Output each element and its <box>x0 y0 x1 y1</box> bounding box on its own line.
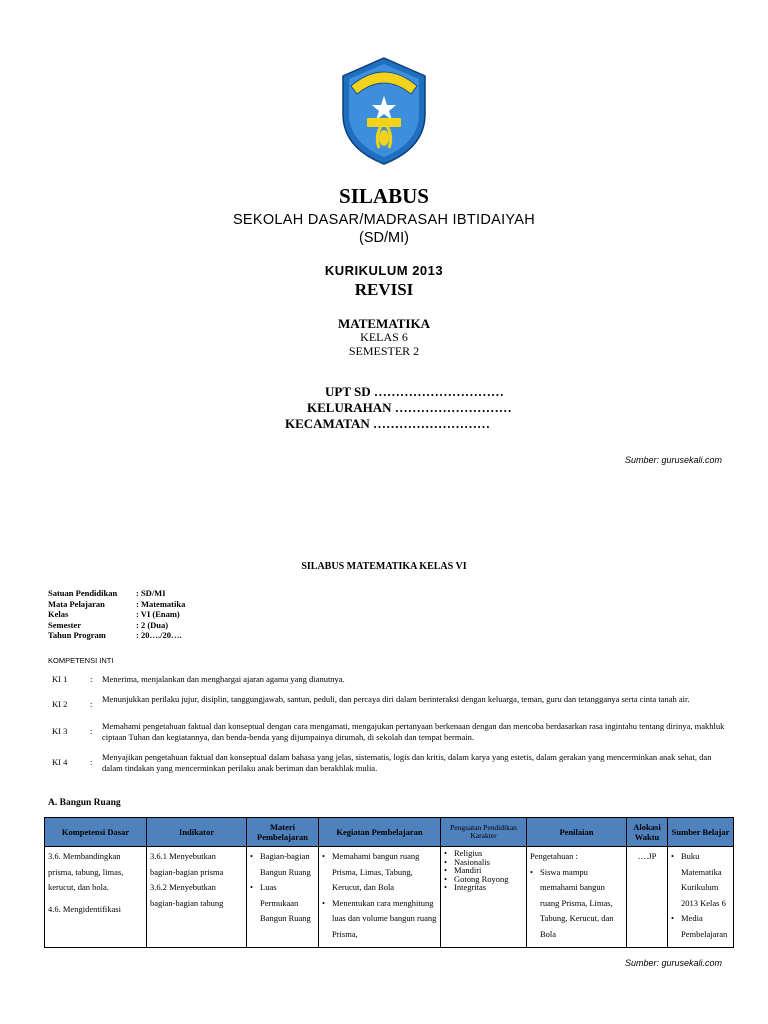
kelurahan-line: KELURAHAN ……………………… <box>307 400 512 415</box>
ki-row-1: KI 1 : Menerima, menjalankan dan menghargai ajaran agama yang dianutnya. <box>52 674 345 684</box>
info-row: Kelas : VI (Enam) <box>48 609 180 619</box>
semester-label: SEMESTER 2 <box>348 344 420 358</box>
column-header: Penilaian <box>527 818 627 847</box>
list-item: • Buku Matematika Kurikulum 2013 Kelas 6 <box>671 851 726 908</box>
indicator-cell <box>147 847 247 948</box>
revision-label: REVISI <box>354 280 414 299</box>
column-header: Kompetensi Dasar <box>45 818 147 847</box>
indicator-item: 3.6.1 Menyebutkan bagian-bagian prisma <box>150 851 224 877</box>
column-header: Sumber Belajar <box>668 818 734 847</box>
kd-cell <box>45 847 147 948</box>
penilaian-label: Pengetahuan : <box>530 851 578 861</box>
indicator-item: 3.6.2 Menyebutkan bagian-bagian tabung <box>150 882 224 908</box>
tut-wuri-handayani-logo <box>339 56 429 166</box>
list-item: • Bagian-bagian Bangun Ruang <box>250 851 311 877</box>
karakter-cell <box>441 847 527 948</box>
sumber-cell <box>668 847 734 948</box>
column-header: Kegiatan Pembelajaran <box>319 818 441 847</box>
list-item: • Integritas <box>444 882 487 892</box>
syllabus-title: SILABUS MATEMATIKA KELAS VI <box>301 561 467 572</box>
section-heading: A. Bangun Ruang <box>48 798 121 808</box>
info-row: Satuan Pendidikan : SD/MI <box>48 588 166 598</box>
table-row <box>45 847 734 948</box>
list-item: • Religius <box>444 848 483 858</box>
materi-cell <box>247 847 319 948</box>
ki-row-2: KI 2 : Menunjukkan perilaku jujur, disiplin, tanggungjawab, santun, peduli, dan percaya diri dalam berinteraksi dengan keluarga, teman, guru dan tetangganya serta cinta tanah air. <box>52 694 690 709</box>
school-abbreviation: (SD/MI) <box>359 230 409 246</box>
info-row: Mata Pelajaran : Matematika <box>48 598 186 609</box>
document-title: SILABUS <box>339 184 429 208</box>
kd-item: 3.6. Membandingkan prisma, tabung, limas, kerucut, dan bola. <box>48 851 124 892</box>
kegiatan-cell <box>319 847 441 948</box>
syllabus-table <box>44 817 734 948</box>
list-item: • Gotong Royong <box>444 873 509 884</box>
info-row: Tahun Program : 20…./20…. <box>48 630 182 640</box>
column-header: Materi Pembelajaran <box>247 818 319 847</box>
grade-label: KELAS 6 <box>360 330 408 344</box>
list-item: • Menentukan cara menghitung luas dan volume bangun ruang Prisma, <box>322 897 437 939</box>
kecamatan-line: KECAMATAN ……………………… <box>285 416 490 431</box>
ki-row-3: KI 3 : Memahami pengetahuan faktual dan konseptual dengan cara mengamati, mengajukan pertanyaan berkenaan dengan dan mencoba berdasarkan rasa ingintahu tentang dirinya, makhluk ciptaan Tuhan dan kegiatannya, dan benda-benda yang dijumpainya dirumah, di sekolah dan tempat bermain. <box>52 721 725 742</box>
subject-label: MATEMATIKA <box>338 316 430 331</box>
info-row: Semester : 2 (Dua) <box>48 619 169 630</box>
source-note-bottom: Sumber: gurusekali.com <box>624 958 722 968</box>
list-item: • Siswa mampu memahami bangun ruang Prisma, Limas, Tabung, Kerucut, dan Bola <box>530 866 614 939</box>
column-header: Alokasi Waktu <box>627 818 668 847</box>
ki-row-4: KI 4 : Menyajikan pengetahuan faktual dan konseptual dalam bahasa yang jelas, sistematis, logis dan kritis, dalam karya yang estetis, dalam gerakan yang mencerminkan anak sehat, dan dalam tindakan yang mencerminkan perilaku anak beriman dan berakhlak mulia. <box>52 752 712 773</box>
ki-heading: KOMPETENSI INTI <box>48 656 114 665</box>
list-item: • Luas Permukaan Bangun Ruang <box>250 882 311 923</box>
table-header-row <box>45 818 734 847</box>
list-item: • Memahami bangun ruang Prisma, Limas, Tabung, Kerucut, dan Bola <box>322 851 420 892</box>
identity-block <box>48 588 185 641</box>
column-header: Penguatan Pendidikan Karakter <box>441 818 527 847</box>
list-item: • Nasionalis <box>444 856 490 867</box>
column-header: Indikator <box>147 818 247 847</box>
school-type: SEKOLAH DASAR/MADRASAH IBTIDAIYAH <box>232 212 536 228</box>
kd-item: 4.6. Mengidentifikasi <box>48 903 121 914</box>
source-note-top: Sumber: gurusekali.com <box>624 455 722 465</box>
alokasi-cell: ….JP <box>627 847 668 948</box>
list-item: • Mandiri <box>444 865 482 875</box>
curriculum-label: KURIKULUM 2013 <box>324 263 444 278</box>
upt-line: UPT SD ………………………… <box>325 384 504 399</box>
penilaian-cell <box>527 847 627 948</box>
list-item: • Media Pembelajaran <box>671 913 728 939</box>
